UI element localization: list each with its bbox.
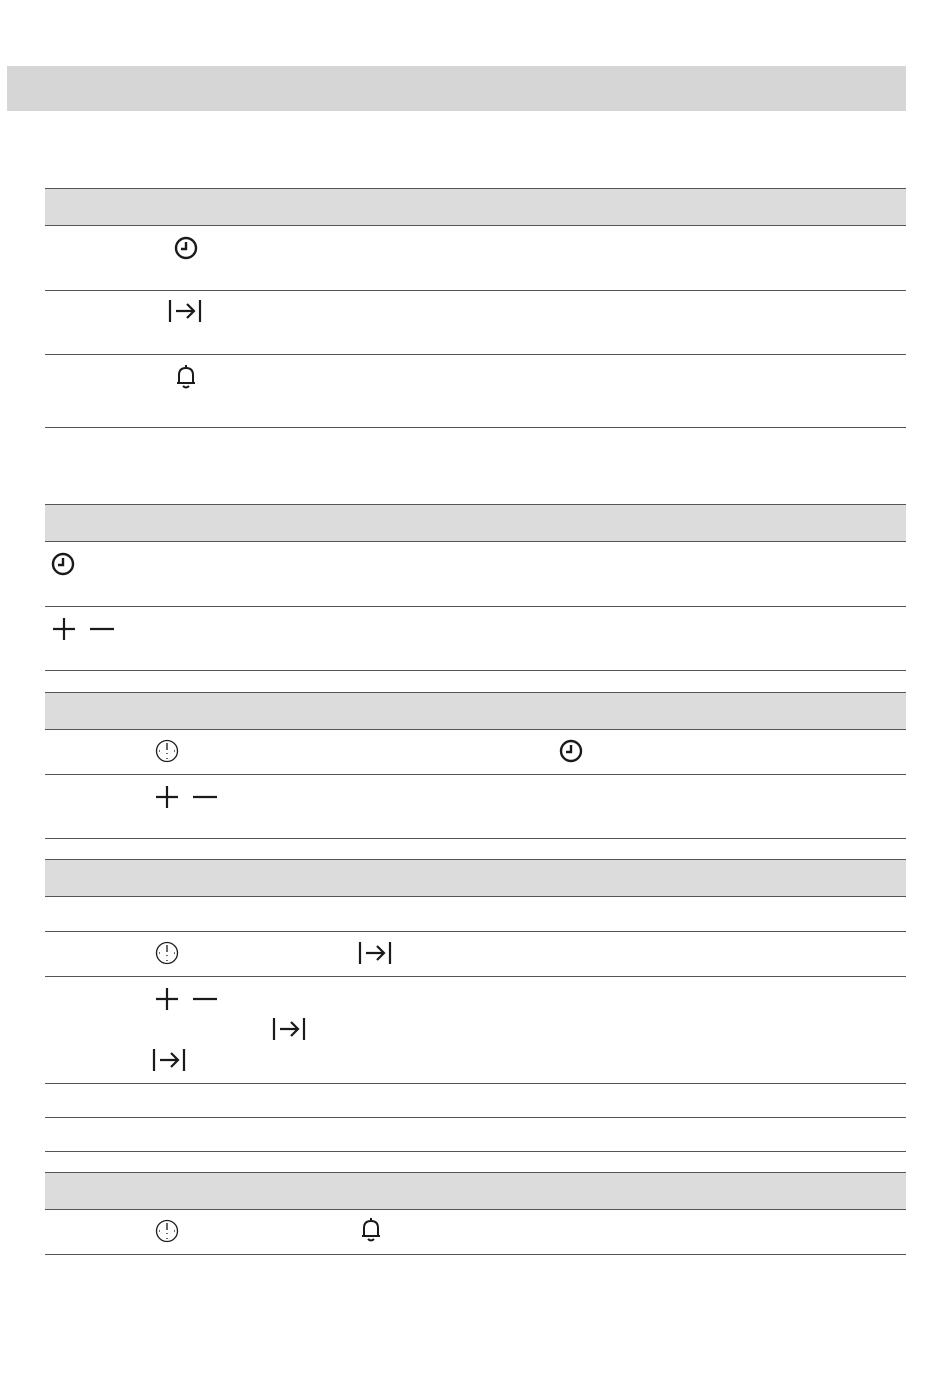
plus-icon (52, 617, 76, 641)
table4-header (45, 859, 906, 896)
divider (45, 1151, 906, 1152)
clock-outline-icon (155, 1219, 179, 1243)
plus-icon (155, 785, 179, 809)
end-time-icon (168, 299, 202, 323)
divider (45, 976, 906, 977)
bell-icon (360, 1217, 382, 1243)
clock-outline-icon (155, 739, 179, 763)
end-time-icon (272, 1017, 306, 1041)
clock-icon (51, 552, 75, 576)
clock-icon (559, 739, 583, 763)
divider (45, 504, 906, 505)
divider (45, 188, 906, 189)
clock-outline-icon (155, 941, 179, 965)
divider (45, 692, 906, 693)
divider (45, 1117, 906, 1118)
table2-header (45, 504, 906, 541)
divider (45, 670, 906, 671)
bell-icon (175, 364, 197, 390)
table3-header (45, 692, 906, 729)
divider (45, 774, 906, 775)
divider (45, 427, 906, 428)
minus-icon (192, 987, 218, 1011)
clock-icon (174, 236, 198, 260)
divider (45, 896, 906, 897)
minus-icon (192, 785, 218, 809)
end-time-icon (358, 941, 392, 965)
minus-icon (89, 617, 115, 641)
divider (45, 354, 906, 355)
divider (45, 1172, 906, 1173)
table5-header (45, 1172, 906, 1209)
divider (45, 290, 906, 291)
divider (45, 859, 906, 860)
divider (45, 838, 906, 839)
divider (45, 1254, 906, 1255)
page-title-band (7, 66, 906, 111)
plus-icon (155, 987, 179, 1011)
divider (45, 729, 906, 730)
divider (45, 931, 906, 932)
divider (45, 541, 906, 542)
divider (45, 225, 906, 226)
table1-header (45, 188, 906, 225)
divider (45, 1209, 906, 1210)
divider (45, 606, 906, 607)
divider (45, 1083, 906, 1084)
end-time-icon (152, 1048, 186, 1072)
